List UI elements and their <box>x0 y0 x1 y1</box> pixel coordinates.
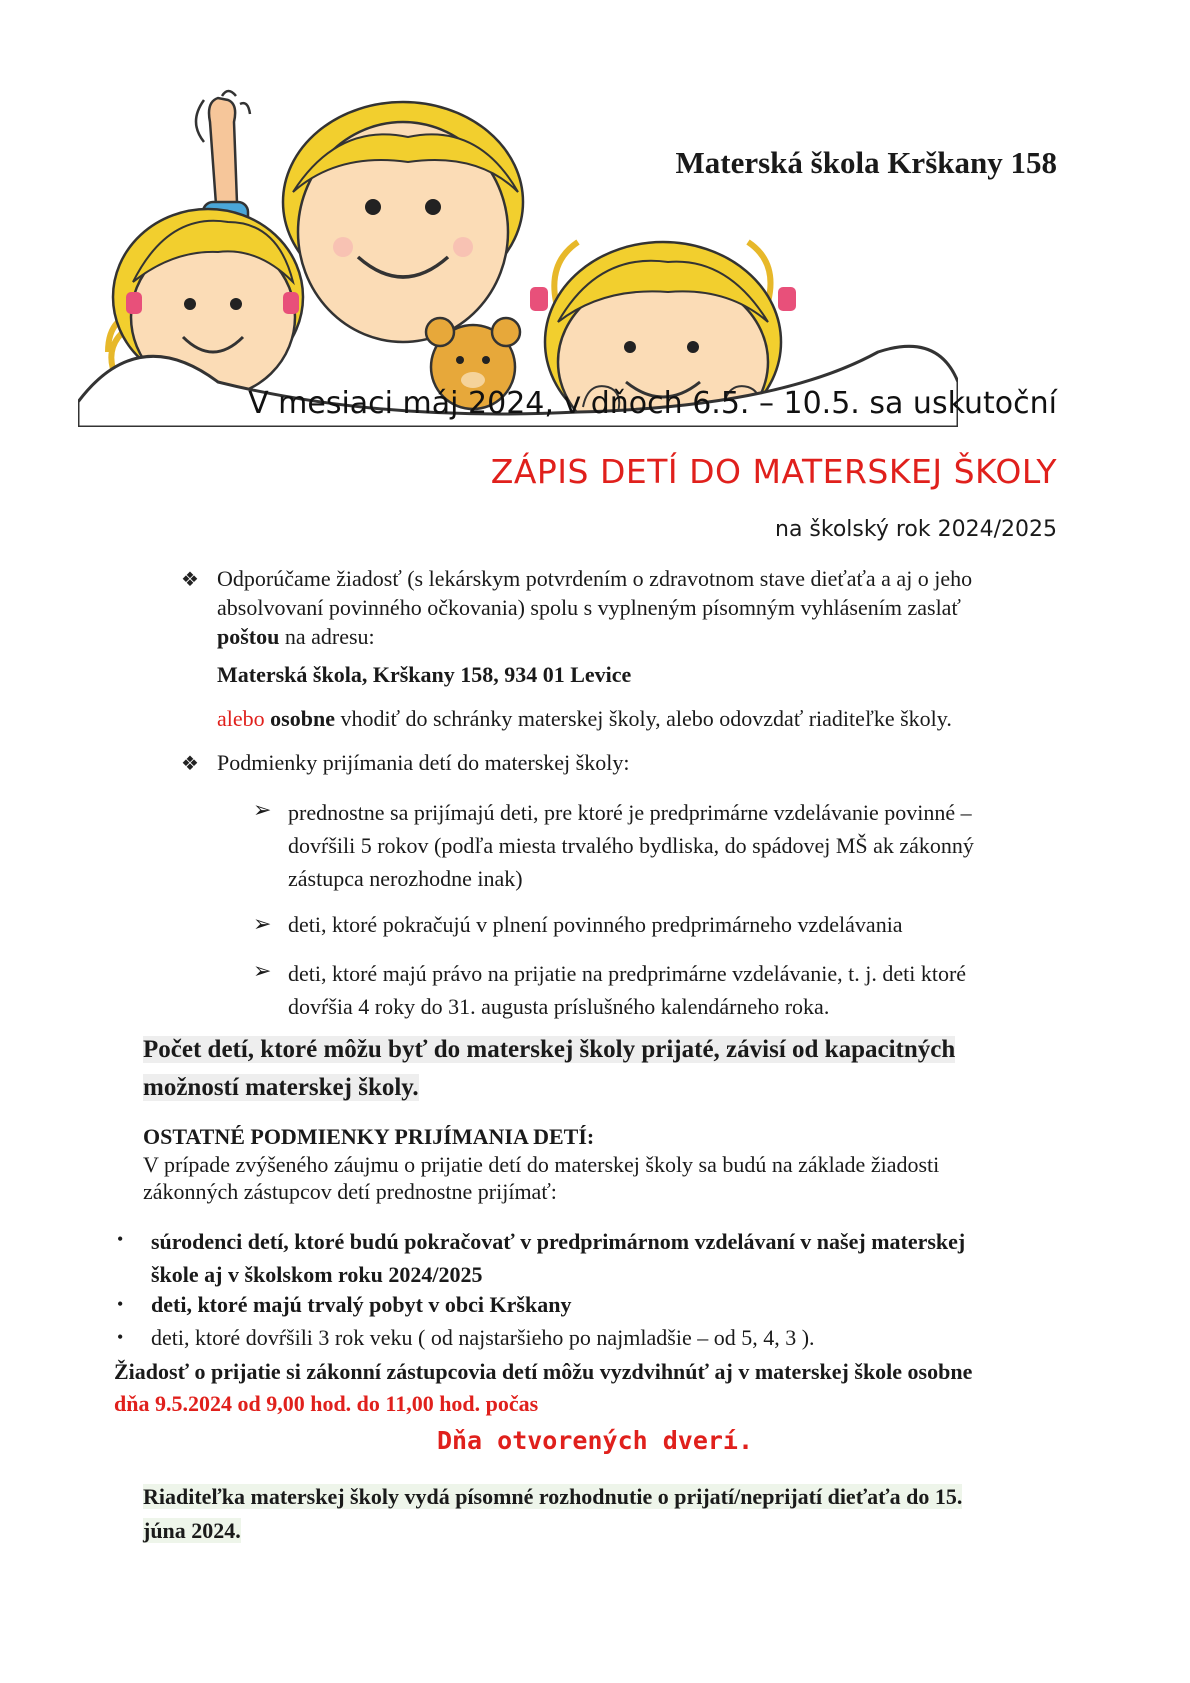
other-line1: V prípade zvýšeného záujmu o prijatie detí do materskej školy sa budú na základe žiadosti <box>143 1152 940 1177</box>
other-line2: zákonných zástupcov detí prednostne prijímať: <box>143 1179 557 1204</box>
capacity-line1: Počet detí, ktoré môžu byť do materskej školy prijaté, závisí od kapacitných <box>143 1036 956 1063</box>
section1-paragraph <box>217 564 1057 651</box>
other-conditions-title: OSTATNÉ PODMIENKY PRIJÍMANIA DETÍ: <box>143 1124 595 1149</box>
school-name: Materská škola Krškany 158 <box>675 145 1057 180</box>
section1-line2: absolvovaní povinného očkovania) spolu s vyplneným písomným vyhlásením zaslať <box>217 595 961 620</box>
headline: ZÁPIS DETÍ DO MATERSKEJ ŠKOLY <box>490 452 1057 491</box>
other-item2: deti, ktoré majú trvalý pobyt v obci Krškany <box>151 1292 572 1317</box>
dot-bullet-icon: • <box>117 1229 124 1249</box>
section2-item3-line1: deti, ktoré majú právo na prijatie na predprimárne vzdelávanie, t. j. deti ktoré <box>288 961 967 986</box>
other-item1-line2: škole aj v školskom roku 2024/2025 <box>151 1262 483 1287</box>
dot-bullet-icon: • <box>117 1294 124 1314</box>
section2-item1-line2: dovŕšili 5 rokov (podľa miesta trvalého bydliska, do spádovej MŠ ak zákonný <box>288 833 974 858</box>
other-item3: deti, ktoré dovŕšili 3 rok veku ( od najstaršieho po najmladšie – od 5, 4, 3 ). <box>151 1325 815 1350</box>
delivery-option: alebo osobne vhodiť do schránky materskej školy, alebo odovzdať riaditeľke školy. <box>217 706 952 731</box>
decision-paragraph <box>143 1480 1057 1548</box>
capacity-line2: možností materskej školy. <box>143 1074 419 1101</box>
section2-item1 <box>288 796 1057 895</box>
announcement-line: V mesiaci máj 2024, v dňoch 6.5. – 10.5. sa uskutoční <box>248 386 1057 421</box>
diamond-bullet-icon: ❖ <box>181 569 199 591</box>
section1-line1: Odporúčame žiadosť (s lekárskym potvrdením o zdravotnom stave dieťaťa a aj o jeho <box>217 566 973 591</box>
decision-line1: Riaditeľka materskej školy vydá písomné rozhodnutie o prijatí/neprijatí dieťaťa do 15. <box>143 1484 963 1509</box>
section2-item1-line1: prednostne sa prijímajú deti, pre ktoré je predprimárne vzdelávanie povinné – <box>288 800 972 825</box>
section2-item2: deti, ktoré pokračujú v plnení povinného predprimárneho vzdelávania <box>288 912 903 937</box>
section2-title: Podmienky prijímania detí do materskej školy: <box>217 750 630 775</box>
open-day-label: Dňa otvorených dverí. <box>436 1426 754 1455</box>
other-conditions-intro <box>143 1151 1057 1205</box>
pickup-line1: Žiadosť o prijatie si zákonní zástupcovia detí môžu vyzdvihnúť aj v materskej škole osobne <box>114 1359 973 1384</box>
school-year: na školský rok 2024/2025 <box>775 517 1057 542</box>
school-address: Materská škola, Krškany 158, 934 01 Levice <box>217 662 632 687</box>
arrow-bullet-icon: ➢ <box>253 958 272 983</box>
section1-line3: poštou na adresu: <box>217 624 375 649</box>
pickup-paragraph <box>114 1356 1057 1420</box>
capacity-statement <box>143 1031 1057 1107</box>
other-item1 <box>151 1225 1057 1291</box>
section2-item3-line2: dovŕšia 4 roky do 31. augusta príslušného kalendárneho roka. <box>288 994 830 1019</box>
pickup-line2: dňa 9.5.2024 od 9,00 hod. do 11,00 hod. počas <box>114 1391 539 1416</box>
section2-item3 <box>288 957 1057 1023</box>
decision-line2: júna 2024. <box>143 1518 241 1543</box>
other-item1-line1: súrodenci detí, ktoré budú pokračovať v predprimárnom vzdelávaní v našej materskej <box>151 1229 966 1254</box>
children-illustration <box>78 82 958 427</box>
dot-bullet-icon: • <box>117 1327 124 1347</box>
section2-item1-line3: zástupca nerozhodne inak) <box>288 866 523 891</box>
arrow-bullet-icon: ➢ <box>253 797 272 822</box>
diamond-bullet-icon: ❖ <box>181 753 199 775</box>
arrow-bullet-icon: ➢ <box>253 911 272 936</box>
